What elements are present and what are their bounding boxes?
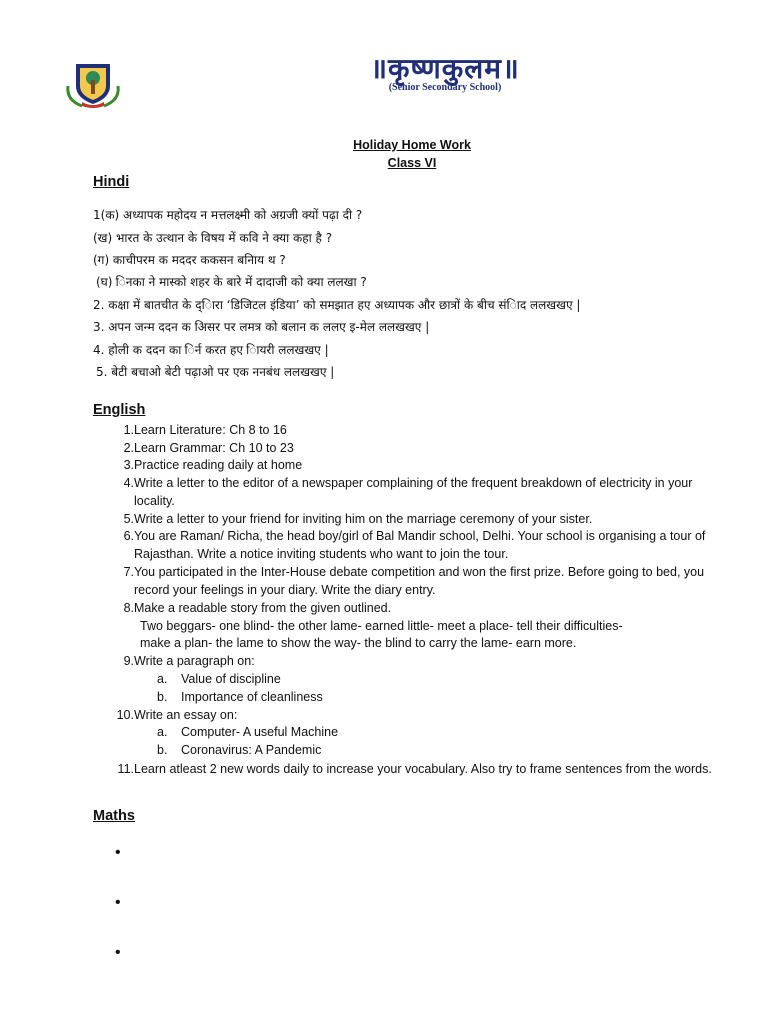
hindi-line: (ख) भारत के उत्थान के विषय में कवि ने क्या कहा है ? bbox=[93, 231, 333, 245]
list-item-number: 2. bbox=[123, 441, 134, 455]
sub-item-text: Coronavirus: A Pandemic bbox=[181, 743, 322, 757]
sub-item-letter: b. bbox=[157, 743, 168, 757]
class-label: Class VI bbox=[387, 156, 437, 170]
story-outline-line: Two beggars- one blind- the other lame- earned little- meet a place- tell their difficulties- bbox=[140, 619, 623, 633]
school-subtitle: (Senior Secondary School) bbox=[388, 82, 502, 93]
list-item-number: 5. bbox=[123, 512, 134, 526]
list-item-number: 9. bbox=[123, 654, 134, 668]
list-item-number: 3. bbox=[123, 458, 134, 472]
hindi-line: 5. बेटी बचाओ बेटी पढ़ाओ पर एक ननबंध ललखखए | bbox=[96, 365, 335, 379]
list-item-number: 1. bbox=[123, 423, 134, 437]
list-item-text: You are Raman/ Richa, the head boy/girl of Bal Mandir school, Delhi. Your school is organising a tour of Rajasthan. Write a notice inviting students who want to join the tour. bbox=[134, 529, 706, 561]
hindi-line: (घ) िनका ने मास्को शहर के बारे में दादाजी को क्या ललखा ? bbox=[96, 275, 367, 289]
bullet-point: • bbox=[115, 894, 121, 911]
list-item-number: 10. bbox=[116, 708, 134, 722]
sub-item-text: Computer- A useful Machine bbox=[181, 725, 339, 739]
hindi-line: 2. कक्षा में बातचीत के द्िारा ‘डिजिटल इंडिया’ को समझात हए अध्यापक और छात्रों के बीच संिाद ललखखए | bbox=[93, 298, 581, 312]
hindi-line: 1(क) अध्यापक महोदय न मत्तलक्ष्मी को अग्रजी क्यों पढ़ा दी ? bbox=[93, 208, 363, 222]
story-outline-line: make a plan- the lame to show the way- the blind to carry the lame- earn more. bbox=[140, 636, 577, 650]
list-item-text: Write a letter to your friend for inviting him on the marriage ceremony of your sister. bbox=[134, 512, 593, 526]
bullet-point: • bbox=[115, 944, 121, 961]
sub-item-letter: a. bbox=[157, 725, 168, 739]
section-heading-maths: Maths bbox=[93, 808, 135, 824]
hindi-line: (ग) काचीपरम क मददर ककसन बनिाय थ ? bbox=[93, 253, 286, 267]
list-item-number: 4. bbox=[123, 476, 134, 490]
section-heading-english: English bbox=[93, 402, 146, 418]
list-item-text: Write an essay on: bbox=[134, 708, 238, 722]
sub-item-text: Value of discipline bbox=[181, 672, 281, 686]
hindi-line: 4. होली क ददन का िर्न करत हए िायरी ललखखए | bbox=[93, 343, 329, 357]
school-crest-icon bbox=[62, 56, 124, 108]
list-item-number: 7. bbox=[123, 565, 134, 579]
list-item-number: 8. bbox=[123, 601, 134, 615]
section-heading-hindi: Hindi bbox=[93, 174, 130, 190]
hindi-line: 3. अपन जन्म ददन क अिसर पर लमत्र को बलान क ललए इ-मेल ललखखए | bbox=[93, 320, 430, 334]
list-item-text: Make a readable story from the given outlined. bbox=[134, 601, 392, 615]
sub-item-letter: b. bbox=[157, 690, 168, 704]
bullet-point: • bbox=[115, 844, 121, 861]
list-item-text: Practice reading daily at home bbox=[134, 458, 303, 472]
document-title: Holiday Home Work bbox=[353, 138, 471, 152]
sub-item-text: Importance of cleanliness bbox=[181, 690, 323, 704]
list-item-text: Learn atleast 2 new words daily to increase your vocabulary. Also try to frame sentences from the words. bbox=[134, 762, 712, 776]
list-item-text: Learn Literature: Ch 8 to 16 bbox=[134, 423, 287, 437]
list-item-text: Write a letter to the editor of a newspaper complaining of the frequent breakdown of electricity in your locality. bbox=[134, 476, 693, 508]
list-item-text: Write a paragraph on: bbox=[134, 654, 255, 668]
sub-item-letter: a. bbox=[157, 672, 168, 686]
list-item-text: Learn Grammar: Ch 10 to 23 bbox=[134, 441, 294, 455]
list-item-number: 11. bbox=[117, 762, 134, 776]
list-item-text: You participated in the Inter-House debate competition and won the first prize. Before going to bed, you record your feelings in your diary. Write the diary entry. bbox=[134, 565, 705, 597]
school-name: ॥कृष्णकुलम॥ bbox=[370, 52, 520, 85]
list-item-number: 6. bbox=[123, 529, 134, 543]
school-brand bbox=[330, 54, 560, 93]
